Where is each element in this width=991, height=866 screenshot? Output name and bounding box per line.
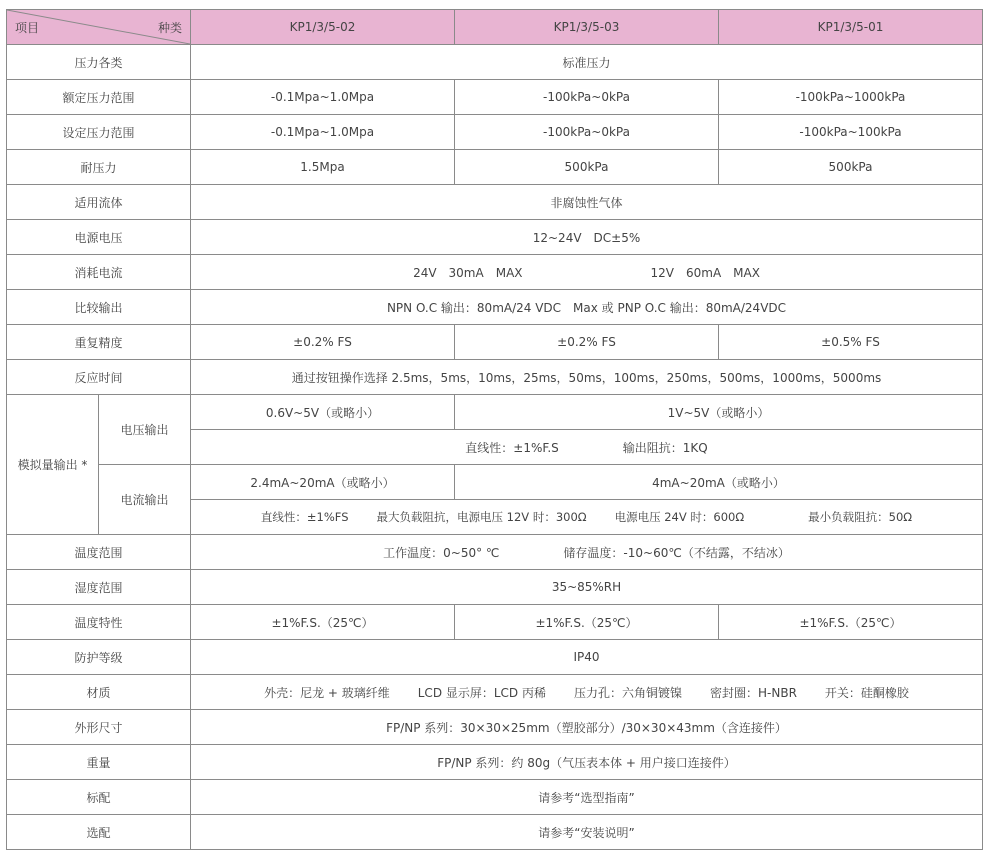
storage-temp: 储存温度：-10~60℃（不结露，不结冰） <box>563 545 790 560</box>
cell-value: 标准压力 <box>191 45 983 80</box>
header-item-label: 项目 <box>15 21 40 35</box>
operating-temp: 工作温度：0~50° ℃ <box>383 545 500 560</box>
cell-value: 500kPa <box>455 150 719 185</box>
row-label: 外形尺寸 <box>7 710 191 745</box>
header-corner <box>7 10 191 45</box>
spec-table <box>6 9 983 850</box>
cell-value: 500kPa <box>719 150 983 185</box>
cell-value: -100kPa~0kPa <box>455 80 719 115</box>
cell-value: 0.6V~5V（或略小） <box>191 395 455 430</box>
row-set-range <box>7 115 983 150</box>
row-label: 设定压力范围 <box>7 115 191 150</box>
cell-value: 请参考“选型指南” <box>191 780 983 815</box>
row-fluid <box>7 185 983 220</box>
cell-value: -100kPa~0kPa <box>455 115 719 150</box>
row-sublabel: 电压输出 <box>99 395 191 465</box>
cell-value <box>191 500 983 535</box>
cell-value: 请参考“安装说明” <box>191 815 983 850</box>
row-proof-pressure <box>7 150 983 185</box>
cell-value: FP/NP 系列：30×30×25mm（塑胶部分）/30×30×43mm（含连接件） <box>191 710 983 745</box>
cell-value: ±0.5% FS <box>719 325 983 360</box>
row-label: 重量 <box>7 745 191 780</box>
row-label: 温度范围 <box>7 535 191 570</box>
material-seal: 密封圈：H-NBR <box>710 685 797 700</box>
model-3: KP1/3/5-01 <box>719 10 983 45</box>
row-label: 压力各类 <box>7 45 191 80</box>
row-repeatability <box>7 325 983 360</box>
row-label: 反应时间 <box>7 360 191 395</box>
model-1: KP1/3/5-02 <box>191 10 455 45</box>
current-linearity: 直线性：±1%FS <box>260 510 349 524</box>
row-analog-voltage-a <box>7 395 983 430</box>
cell-value: ±1%F.S.（25℃） <box>719 605 983 640</box>
header-row <box>7 10 983 45</box>
row-response <box>7 360 983 395</box>
current-min-load: 最小负载阻抗：50Ω <box>808 510 913 524</box>
cell-value: -100kPa~1000kPa <box>719 80 983 115</box>
row-output <box>7 290 983 325</box>
cell-value: 通过按钮操作选择 2.5ms，5ms，10ms，25ms，50ms，100ms，250ms，500ms，1000ms，5000ms <box>191 360 983 395</box>
cell-value: ±0.2% FS <box>455 325 719 360</box>
current-max-load-24v: 电源电压 24V 时：600Ω <box>614 510 745 524</box>
row-label: 比较输出 <box>7 290 191 325</box>
row-label: 额定压力范围 <box>7 80 191 115</box>
cell-value: 4mA~20mA（或略小） <box>455 465 983 500</box>
row-material <box>7 675 983 710</box>
row-current <box>7 255 983 290</box>
row-label: 材质 <box>7 675 191 710</box>
row-label: 重复精度 <box>7 325 191 360</box>
row-weight <box>7 745 983 780</box>
row-pressure-type <box>7 45 983 80</box>
cell-value <box>191 255 983 290</box>
cell-value: -0.1Mpa~1.0Mpa <box>191 115 455 150</box>
row-analog-current-a <box>7 465 983 500</box>
row-label: 耐压力 <box>7 150 191 185</box>
row-standard <box>7 780 983 815</box>
cell-value <box>191 675 983 710</box>
cell-value: ±1%F.S.（25℃） <box>191 605 455 640</box>
row-rated-range <box>7 80 983 115</box>
material-housing: 外壳：尼龙 + 玻璃纤维 <box>264 685 390 700</box>
row-label: 温度特性 <box>7 605 191 640</box>
cell-value: FP/NP 系列：约 80g（气压表本体 + 用户接口连接件） <box>191 745 983 780</box>
cell-value: IP40 <box>191 640 983 675</box>
material-port: 压力孔：六角铜镀镍 <box>574 685 683 700</box>
cell-value: ±1%F.S.（25℃） <box>455 605 719 640</box>
row-temp-char <box>7 605 983 640</box>
row-label: 防护等级 <box>7 640 191 675</box>
cell-value <box>191 430 983 465</box>
row-label: 标配 <box>7 780 191 815</box>
row-protection <box>7 640 983 675</box>
material-lcd: LCD 显示屏：LCD 丙稀 <box>417 685 546 700</box>
cell-value: -100kPa~100kPa <box>719 115 983 150</box>
current-24v: 24V 30mA MAX <box>413 265 523 280</box>
voltage-impedance: 输出阻抗：1KQ <box>622 440 708 455</box>
cell-value: NPN O.C 输出：80mA/24 VDC Max 或 PNP O.C 输出：80mA/24VDC <box>191 290 983 325</box>
row-label: 湿度范围 <box>7 570 191 605</box>
cell-value: 2.4mA~20mA（或略小） <box>191 465 455 500</box>
cell-value: 非腐蚀性气体 <box>191 185 983 220</box>
model-2: KP1/3/5-03 <box>455 10 719 45</box>
row-label: 适用流体 <box>7 185 191 220</box>
cell-value <box>191 535 983 570</box>
header-kind-label: 种类 <box>157 21 182 35</box>
row-label-analog: 模拟量输出 * <box>7 395 99 535</box>
row-supply-voltage <box>7 220 983 255</box>
current-max-load-12v: 最大负载阻抗，电源电压 12V 时：300Ω <box>376 510 587 524</box>
current-12v: 12V 60mA MAX <box>650 265 760 280</box>
material-switch: 开关：硅酮橡胶 <box>824 685 909 700</box>
row-label: 选配 <box>7 815 191 850</box>
row-label: 电源电压 <box>7 220 191 255</box>
row-temp-range <box>7 535 983 570</box>
cell-value: 1.5Mpa <box>191 150 455 185</box>
row-dimension <box>7 710 983 745</box>
cell-value: 35~85%RH <box>191 570 983 605</box>
cell-value: 12~24V DC±5% <box>191 220 983 255</box>
row-sublabel: 电流输出 <box>99 465 191 535</box>
row-label: 消耗电流 <box>7 255 191 290</box>
row-optional <box>7 815 983 850</box>
cell-value: -0.1Mpa~1.0Mpa <box>191 80 455 115</box>
cell-value: ±0.2% FS <box>191 325 455 360</box>
cell-value: 1V~5V（或略小） <box>455 395 983 430</box>
voltage-linearity: 直线性：±1%F.S <box>465 440 559 455</box>
row-humidity <box>7 570 983 605</box>
